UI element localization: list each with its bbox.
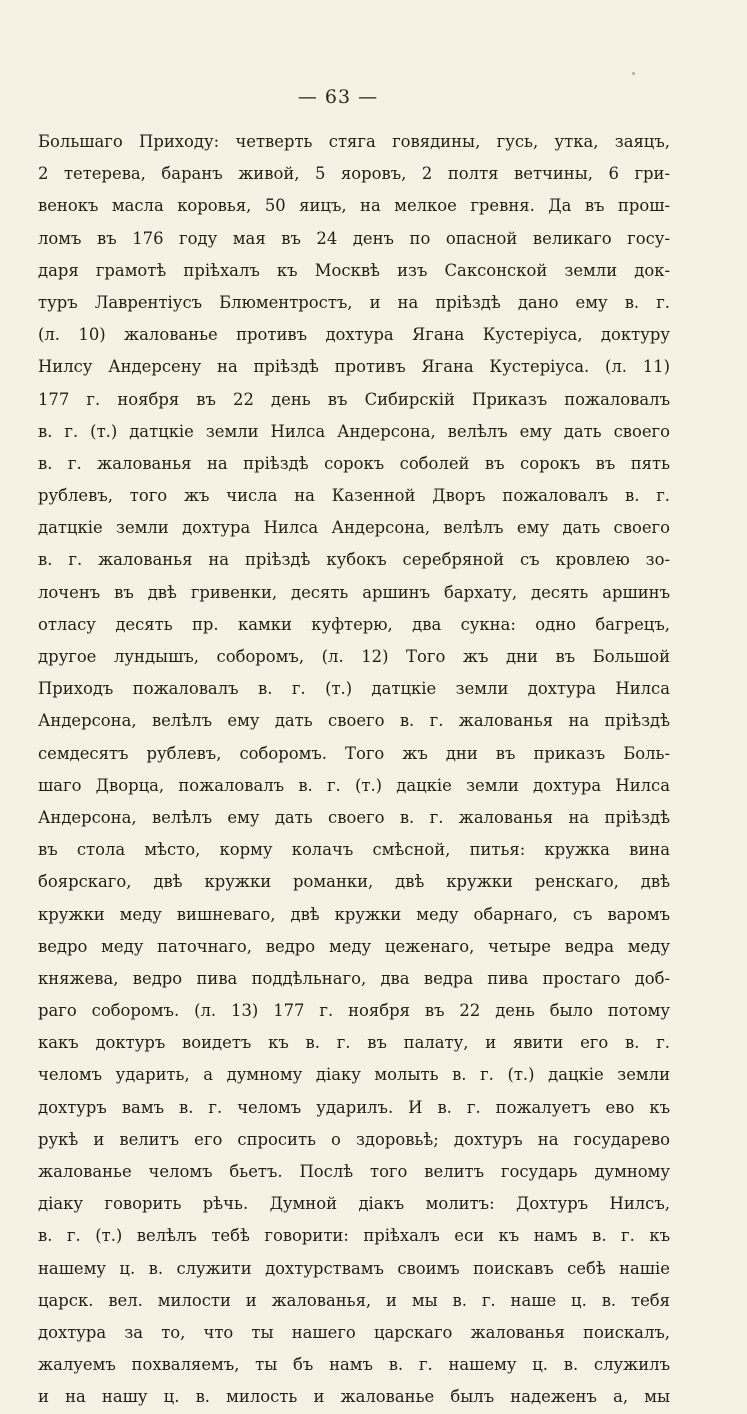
page-number: — 63 — [297, 86, 379, 108]
text-line: ломъ въ 176 году мая въ 24 денъ по опасной великаго госу- [38, 228, 670, 248]
text-line: ведро меду паточнаго, ведро меду цеженаго, четыре ведра меду [38, 936, 670, 956]
text-line: в. г. (т.) датцкіе земли Нилса Андерсона, велѣлъ ему дать своего [38, 421, 670, 441]
text-line: (л. 10) жалованье противъ дохтура Ягана Кустеріуса, доктуру [38, 325, 670, 345]
text-line: какъ доктуръ воидетъ къ в. г. въ палату, и явити его в. г. [38, 1033, 670, 1053]
text-line: туръ Лаврентіусъ Блюментростъ, и на пріѣздѣ дано ему в. г. [38, 292, 670, 312]
text-line: царск. вел. милости и жалованья, и мы в. г. наше ц. в. тебя [38, 1290, 670, 1310]
text-line: 177 г. ноября въ 22 день въ Сибирскій Приказъ пожаловалъ [38, 389, 670, 409]
text-line: даря грамотѣ пріѣхалъ къ Москвѣ изъ Саксонской земли док- [38, 260, 670, 280]
text-line: княжева, ведро пива поддѣльнаго, два ведра пива простаго доб- [38, 968, 670, 988]
text-line: шаго Дворца, пожаловалъ в. г. (т.) дацкіе земли дохтура Нилса [38, 775, 670, 795]
text-line: 2 тетерева, баранъ живой, 5 яоровъ, 2 полтя ветчины, 6 гри- [38, 164, 670, 184]
text-line: другое лундышъ, соборомъ, (л. 12) Того жъ дни въ Большой [38, 647, 670, 666]
text-line: отласу десять пр. камки куфтерю, два сукна: одно багрецъ, [38, 614, 670, 634]
text-line: дохтуръ вамъ в. г. челомъ ударилъ. И в. г. пожалуетъ ево къ [38, 1097, 670, 1117]
text-line: жалуемъ похваляемъ, ты бъ намъ в. г. нашему ц. в. служилъ [38, 1355, 670, 1375]
text-line: Андерсона, велѣлъ ему дать своего в. г. жалованья на пріѣздѣ [38, 711, 670, 731]
text-line: в. г. жалованья на пріѣздѣ кубокъ серебряной съ кровлею зо- [38, 550, 670, 570]
text-line: Нилсу Андерсену на пріѣздѣ противъ Ягана Кустеріуса. (л. 11) [38, 357, 670, 377]
text-line: раго соборомъ. (л. 13) 177 г. ноября въ 22 день было потому [38, 1001, 670, 1021]
text-line: челомъ ударить, а думному діаку молыть в. г. (т.) дацкіе земли [38, 1065, 670, 1085]
text-line: семдесятъ рублевъ, соборомъ. Того жъ дни въ приказъ Боль- [38, 743, 670, 763]
text-line: нашему ц. в. служити дохтурствамъ своимъ поискавъ себѣ нашіе [38, 1258, 670, 1278]
text-line: жалованье челомъ бьетъ. Послѣ того велитъ государь думному [38, 1162, 670, 1181]
text-line: въ стола мѣсто, корму колачъ смѣсной, питья: кружка вина [38, 840, 670, 860]
text-line: в. г. (т.) велѣлъ тебѣ говорити: пріѣхалъ еси къ намъ в. г. къ [38, 1226, 670, 1246]
text-line: Большаго Приходу: четверть стяга говядины, гусь, утка, заяцъ, [38, 132, 670, 151]
text-line: датцкіе земли дохтура Нилса Андерсона, велѣлъ ему дать своего [38, 518, 670, 538]
text-line: рублевъ, того жъ числа на Казенной Дворъ пожаловалъ в. г. [38, 486, 670, 506]
text-line: боярскаго, двѣ кружки романки, двѣ кружки ренскаго, двѣ [38, 872, 670, 892]
text-line: діаку говорить рѣчь. Думной діакъ молитъ: Дохтуръ Нилсъ, [38, 1194, 670, 1214]
text-line: дохтура за то, что ты нашего царскаго жалованья поискалъ, [38, 1322, 670, 1342]
text-line: в. г. жалованья на пріѣздѣ сорокъ соболей въ сорокъ въ пять [38, 453, 670, 473]
text-line: рукѣ и велитъ его спросить о здоровьѣ; дохтуръ на государево [38, 1129, 670, 1149]
text-line: Приходъ пожаловалъ в. г. (т.) датцкіе земли дохтура Нилса [38, 679, 670, 699]
body-text [38, 126, 670, 1414]
text-line: лоченъ въ двѣ гривенки, десять аршинъ бархату, десять аршинъ [38, 582, 670, 602]
text-line: венокъ масла коровья, 50 яицъ, на мелкое гревня. Да въ прош- [38, 196, 670, 216]
paper-speck [632, 72, 635, 75]
text-line: и на нашу ц. в. милость и жалованье былъ надеженъ а, мы [38, 1387, 670, 1407]
text-line: Андерсона, велѣлъ ему дать своего в. г. жалованья на пріѣздѣ [38, 807, 670, 827]
text-line: кружки меду вишневаго, двѣ кружки меду обарнаго, съ варомъ [38, 904, 670, 924]
